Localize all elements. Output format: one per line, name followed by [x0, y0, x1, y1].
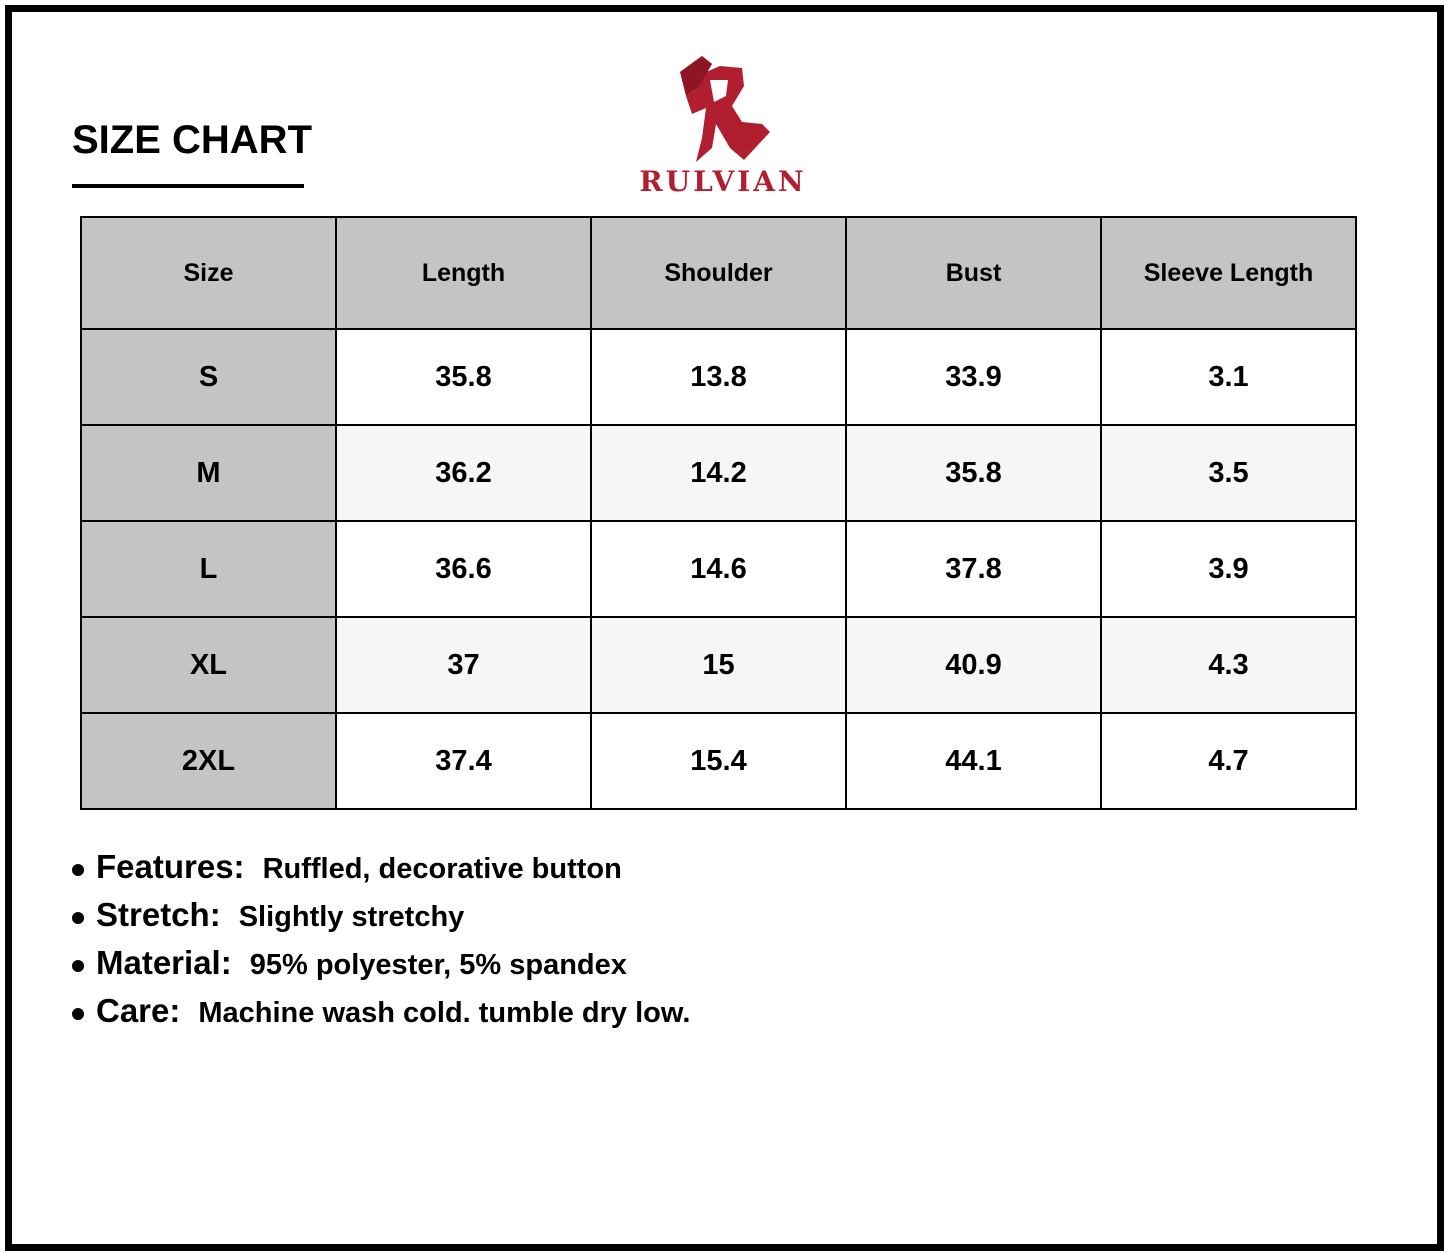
sleeve-length-cell: 3.5 — [1101, 425, 1356, 521]
shoulder-cell: 13.8 — [591, 329, 846, 425]
title-underline — [72, 184, 304, 188]
sleeve-length-cell: 3.9 — [1101, 521, 1356, 617]
spec-value: Slightly stretchy — [238, 901, 465, 933]
r-monogram-logo-icon — [672, 52, 772, 162]
header-bust: Bust — [846, 217, 1101, 329]
size-cell: M — [81, 425, 336, 521]
spec-material — [72, 944, 690, 992]
length-cell: 35.8 — [336, 329, 591, 425]
spec-value: Ruffled, decorative button — [262, 853, 622, 885]
size-cell: 2XL — [81, 713, 336, 809]
spec-label: Care: — [96, 992, 181, 1029]
page-title: SIZE CHART — [72, 118, 312, 162]
header-length: Length — [336, 217, 591, 329]
shoulder-cell: 15 — [591, 617, 846, 713]
shoulder-cell: 14.2 — [591, 425, 846, 521]
spec-label: Material: — [96, 944, 232, 981]
table-header-row — [81, 217, 1356, 329]
table-row — [81, 713, 1356, 809]
brand-logo — [620, 50, 826, 200]
bullet-icon — [72, 1008, 84, 1020]
bust-cell: 44.1 — [846, 713, 1101, 809]
size-cell: XL — [81, 617, 336, 713]
spec-features — [72, 848, 690, 896]
sleeve-length-cell: 4.3 — [1101, 617, 1356, 713]
sleeve-length-cell: 4.7 — [1101, 713, 1356, 809]
bust-cell: 40.9 — [846, 617, 1101, 713]
size-cell: L — [81, 521, 336, 617]
length-cell: 36.6 — [336, 521, 591, 617]
spec-value: 95% polyester, 5% spandex — [249, 949, 627, 981]
bullet-icon — [72, 912, 84, 924]
spec-label: Features: — [96, 848, 245, 885]
product-specs — [72, 848, 690, 1040]
bullet-icon — [72, 864, 84, 876]
bust-cell: 37.8 — [846, 521, 1101, 617]
sleeve-length-cell: 3.1 — [1101, 329, 1356, 425]
bust-cell: 33.9 — [846, 329, 1101, 425]
bullet-icon — [72, 960, 84, 972]
bust-cell: 35.8 — [846, 425, 1101, 521]
spec-stretch — [72, 896, 690, 944]
brand-name: RULVIAN — [639, 165, 807, 198]
table-row — [81, 329, 1356, 425]
spec-value: Machine wash cold. tumble dry low. — [198, 997, 691, 1029]
shoulder-cell: 15.4 — [591, 713, 846, 809]
shoulder-cell: 14.6 — [591, 521, 846, 617]
header-size: Size — [81, 217, 336, 329]
size-table — [80, 216, 1357, 810]
header-shoulder: Shoulder — [591, 217, 846, 329]
spec-care — [72, 992, 690, 1040]
table-row — [81, 425, 1356, 521]
table-row — [81, 521, 1356, 617]
length-cell: 37.4 — [336, 713, 591, 809]
size-cell: S — [81, 329, 336, 425]
header-sleeve-length: Sleeve Length — [1101, 217, 1356, 329]
length-cell: 37 — [336, 617, 591, 713]
table-row — [81, 617, 1356, 713]
spec-label: Stretch: — [96, 896, 221, 933]
length-cell: 36.2 — [336, 425, 591, 521]
